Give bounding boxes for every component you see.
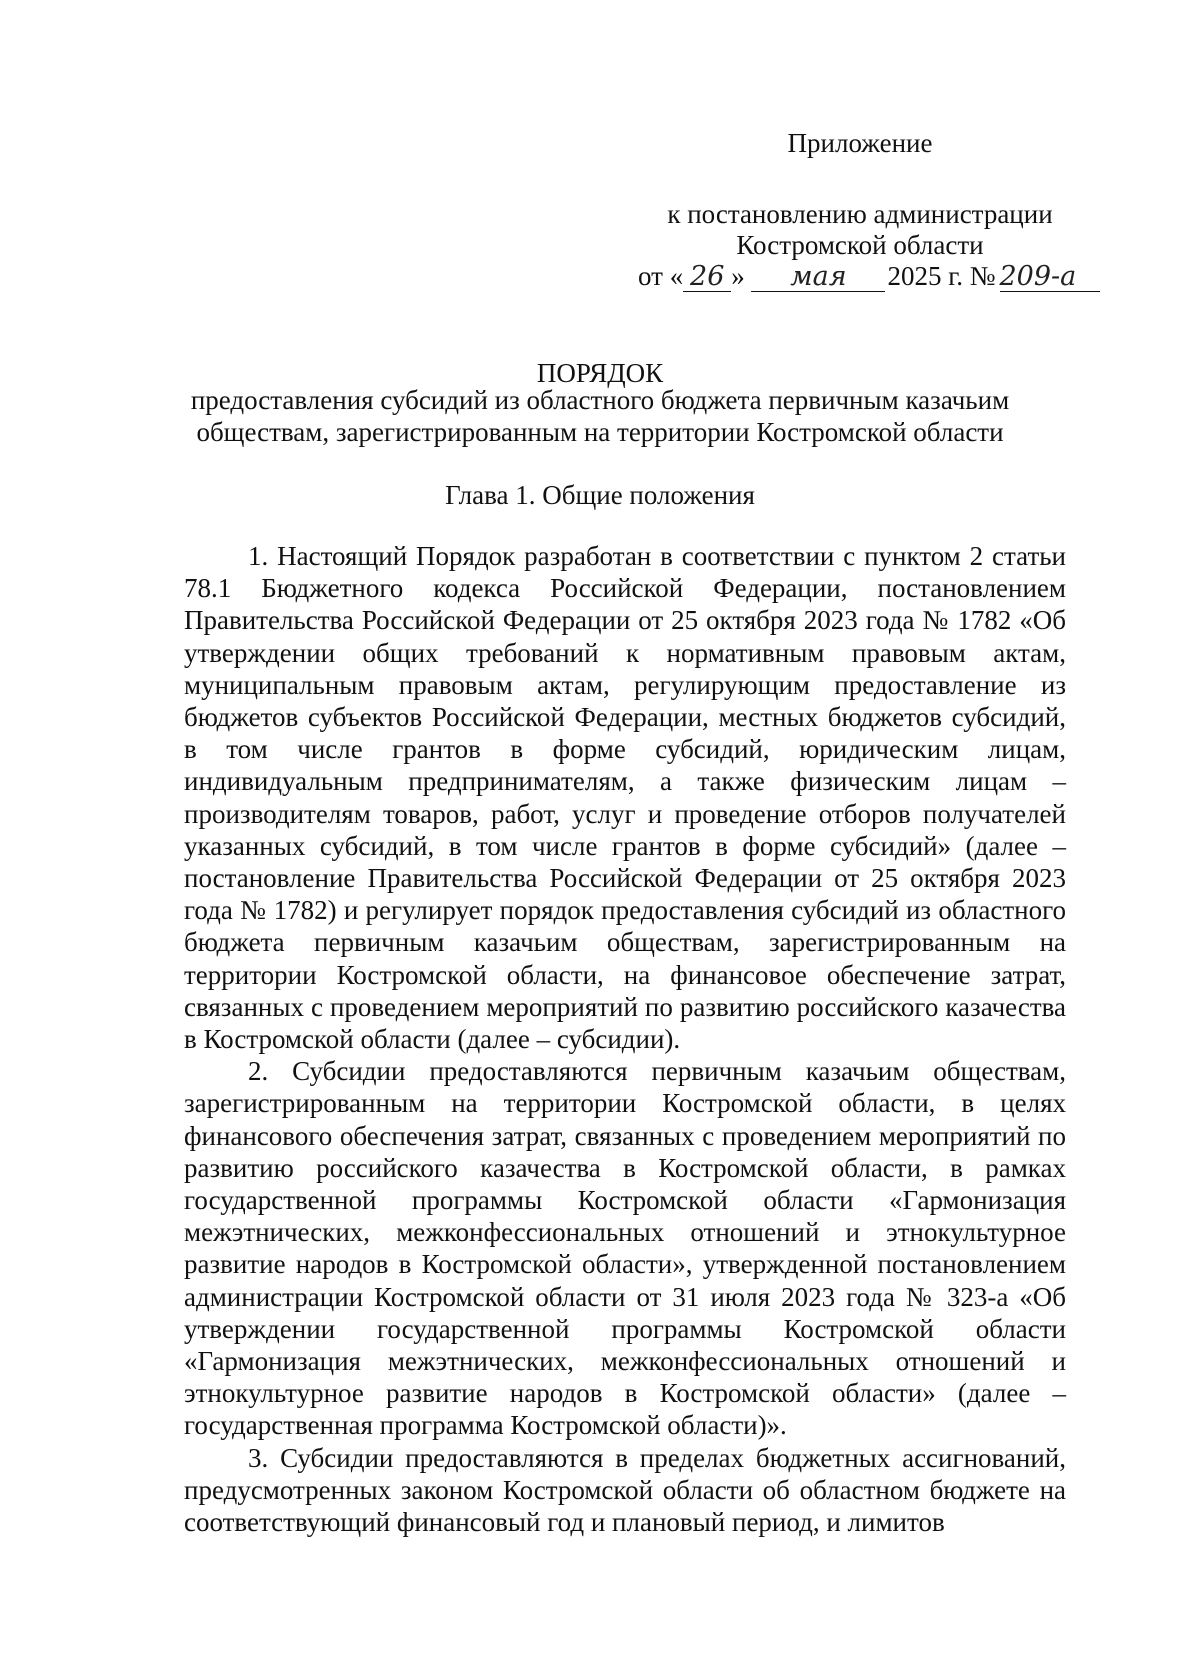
date-prefix: от «: [638, 261, 684, 291]
appendix-resolution-line: к постановлению администрации: [667, 199, 1053, 229]
paragraph-2: 2. Субсидии предоставляются первичным казачьим обществам, зарегистрированным на территории Костромской области, в целях финансового обеспечения затрат, связанных с проведением мероприятий по развитию российского казачества в Костромской области, в рамках государственной программы Костромской области «Гармонизация межэтнических, межконфессиональных отношений и этнокультурное развитие народов в Костромской области», утвержденной постановлением администрации Костромской области от 31 июля 2023 года № 323-а «Об утверждении государственной программы Костромской области «Гармонизация межэтнических, межконфессиональных отношений и этнокультурное развитие народов в Костромской области» (далее – государственная программа Костромской области)».: [184, 1056, 1066, 1441]
appendix-title: Приложение: [787, 128, 933, 158]
handwritten-day: 26: [683, 263, 731, 292]
document-body: [184, 540, 1066, 1538]
date-after-day: »: [731, 261, 745, 291]
document-title: ПОРЯДОК: [536, 358, 664, 388]
appendix-region-line: Костромской области: [736, 230, 984, 260]
paragraph-1: 1. Настоящий Порядок разработан в соответствии с пунктом 2 статьи 78.1 Бюджетного кодекса Российской Федерации, постановлением Правительства Российской Федерации от 25 октября 2023 года № 1782 «Об утверждении общих требований к нормативным правовым актам, муниципальным правовым актам, регулирующим предоставление из бюджетов субъектов Российской Федерации, местных бюджетов субсидий, в том числе грантов в форме субсидий, юридическим лицам, индивидуальным предпринимателям, а также физическим лицам – производителям товаров, работ, услуг и проведение отборов получателей указанных субсидий, в том числе грантов в форме субсидий» (далее – постановление Правительства Российской Федерации от 25 октября 2023 года № 1782) и регулирует порядок предоставления субсидий из областного бюджета первичным казачьим обществам, зарегистрированным на территории Костромской области, на финансовое обеспечение затрат, связанных с проведением мероприятий по развитию российского казачества в Костромской области (далее – субсидии).: [184, 541, 1066, 1055]
date-year: 2025 г. №: [887, 261, 996, 291]
handwritten-doc-number: 209-а: [1000, 263, 1100, 292]
document-subtitle: предоставления субсидий из областного бюджета первичным казачьим обществам, зарегистрированным на территории Костромской области: [190, 385, 1010, 447]
chapter-heading: Глава 1. Общие положения: [445, 480, 755, 510]
appendix-date-line: [638, 258, 1100, 294]
paragraph-3: 3. Субсидии предоставляются в пределах бюджетных ассигнований, предусмотренных законом Костромской области об областном бюджете на соответствующий финансовый год и плановый период, и лимитов: [184, 1442, 1066, 1538]
handwritten-month: мая: [751, 263, 885, 292]
